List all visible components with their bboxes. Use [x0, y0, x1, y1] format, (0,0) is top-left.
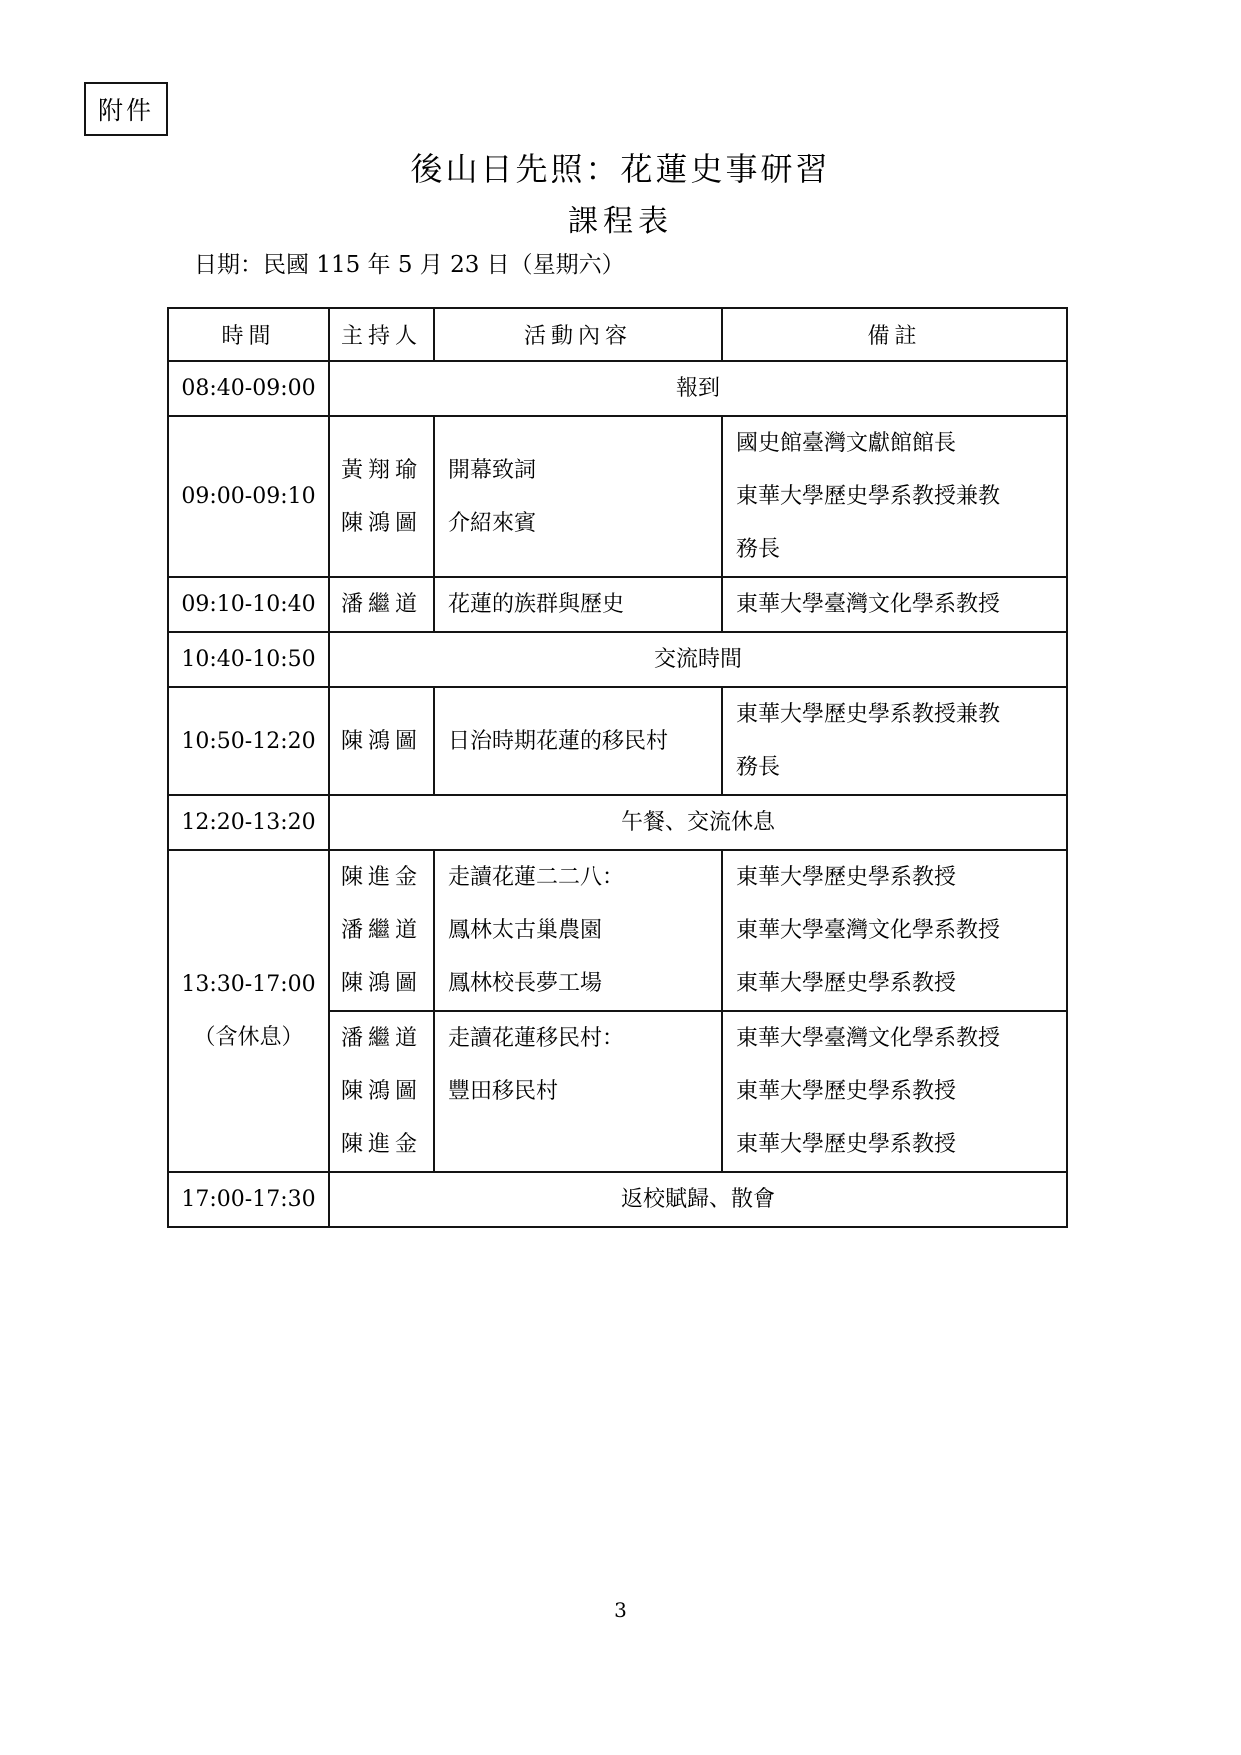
remark-line: 東華大學歷史學系教授: [736, 1132, 957, 1157]
time-text: 17:00-17:30: [181, 1187, 316, 1212]
attachment-label-box: [84, 82, 168, 136]
remark-line: 東華大學歷史學系教授: [736, 971, 957, 996]
time-cell: [168, 795, 329, 850]
time-text: 12:20-13:20: [181, 810, 316, 835]
merged-activity-cell: [329, 632, 1067, 687]
activity-line: 走讀花蓮移民村：: [448, 1026, 625, 1051]
remark-line: 東華大學歷史學系教授: [736, 1079, 957, 1104]
activity-cell: [434, 416, 722, 577]
schedule-table-body: [168, 361, 1067, 1227]
header-cell-time: 時間: [168, 308, 329, 361]
time-cell: [168, 1172, 329, 1227]
activity-line: 花蓮的族群與歷史: [448, 592, 625, 617]
host-cell: [329, 1011, 434, 1172]
merged-activity-text: 午餐、交流休息: [620, 810, 775, 835]
activity-line: 開幕致詞: [448, 457, 537, 483]
table-row: [168, 361, 1067, 416]
host-line: 陳鴻圖: [340, 510, 422, 536]
schedule-table: [167, 307, 1068, 1228]
table-row: [168, 687, 1067, 795]
remark-cell: [722, 1011, 1067, 1172]
activity-line: 鳳林太古巢農園: [448, 918, 603, 943]
table-row: [168, 632, 1067, 687]
time-cell: [168, 687, 329, 795]
activity-cell: [434, 577, 722, 632]
table-row: [168, 1172, 1067, 1227]
activity-cell: [434, 850, 722, 1011]
time-text: 10:50-12:20: [181, 728, 316, 754]
activity-line: 走讀花蓮二二八：: [448, 865, 625, 890]
time-cell: [168, 416, 329, 577]
merged-activity-text: 報到: [675, 376, 720, 401]
remark-cell: [722, 687, 1067, 795]
header-cell-activity: 活動內容: [434, 308, 722, 361]
merged-activity-text: 交流時間: [653, 647, 742, 672]
merged-activity-cell: [329, 795, 1067, 850]
activity-line: 豐田移民村: [448, 1079, 559, 1104]
host-line: 陳進金: [340, 865, 422, 890]
time-text: 08:40-09:00: [181, 376, 316, 401]
schedule-header-row: [168, 308, 1067, 361]
remark-line: 東華大學歷史學系教授兼教: [736, 484, 1001, 509]
activity-line: [435, 1118, 721, 1171]
time-text: 09:00-09:10: [181, 484, 316, 509]
remark-line: 務長: [736, 755, 781, 780]
remark-cell: [722, 577, 1067, 632]
table-row: [168, 850, 1067, 1011]
table-row: [168, 577, 1067, 632]
host-cell: [329, 850, 434, 1011]
merged-activity-cell: [329, 1172, 1067, 1227]
host-cell: [329, 687, 434, 795]
activity-cell: [434, 1011, 722, 1172]
remark-line: 東華大學臺灣文化學系教授: [736, 918, 1001, 943]
page-number: 3: [614, 1598, 627, 1622]
host-cell: [329, 577, 434, 632]
merged-activity-cell: [329, 361, 1067, 416]
date-line: 日期：民國 115 年 5 月 23 日（星期六）: [194, 252, 625, 278]
remark-line: 東華大學歷史學系教授: [736, 865, 957, 890]
table-row: [168, 795, 1067, 850]
header-cell-remark: 備註: [722, 308, 1067, 361]
activity-line: 介紹來賓: [448, 510, 537, 536]
time-cell: [168, 361, 329, 416]
time-text: 10:40-10:50: [181, 647, 316, 672]
activity-line: 鳳林校長夢工場: [448, 971, 603, 996]
document-title: 後山日先照：花蓮史事研習: [410, 150, 831, 188]
host-line: 陳進金: [340, 1132, 422, 1157]
host-line: 潘繼道: [340, 918, 422, 943]
activity-cell: [434, 687, 722, 795]
host-line: 黃翔瑜: [340, 457, 422, 483]
document-subtitle: 課程表: [568, 204, 673, 239]
host-cell: [329, 416, 434, 577]
remark-line: 東華大學臺灣文化學系教授: [736, 592, 1001, 617]
remark-cell: [722, 416, 1067, 577]
time-cell: [168, 850, 329, 1172]
time-line: （含休息）: [193, 1025, 304, 1050]
remark-line: 東華大學臺灣文化學系教授: [736, 1026, 1001, 1051]
table-row: [168, 416, 1067, 577]
host-line: 陳鴻圖: [340, 1079, 422, 1104]
time-text: 09:10-10:40: [181, 592, 316, 617]
time-cell: [168, 632, 329, 687]
header-cell-host: 主持人: [329, 308, 434, 361]
merged-activity-text: 返校賦歸、散會: [620, 1187, 775, 1212]
remark-cell: [722, 850, 1067, 1011]
time-line: 13:30-17:00: [181, 972, 316, 997]
attachment-label: 附件: [97, 96, 154, 125]
time-cell: [168, 577, 329, 632]
host-line: 潘繼道: [340, 1026, 422, 1051]
host-line: 潘繼道: [340, 592, 422, 617]
remark-line: 東華大學歷史學系教授兼教: [736, 702, 1001, 727]
host-line: 陳鴻圖: [340, 728, 422, 754]
activity-line: 日治時期花蓮的移民村: [448, 728, 669, 754]
host-line: 陳鴻圖: [340, 971, 422, 996]
remark-line: 務長: [736, 537, 781, 562]
remark-line: 國史館臺灣文獻館館長: [736, 431, 957, 456]
